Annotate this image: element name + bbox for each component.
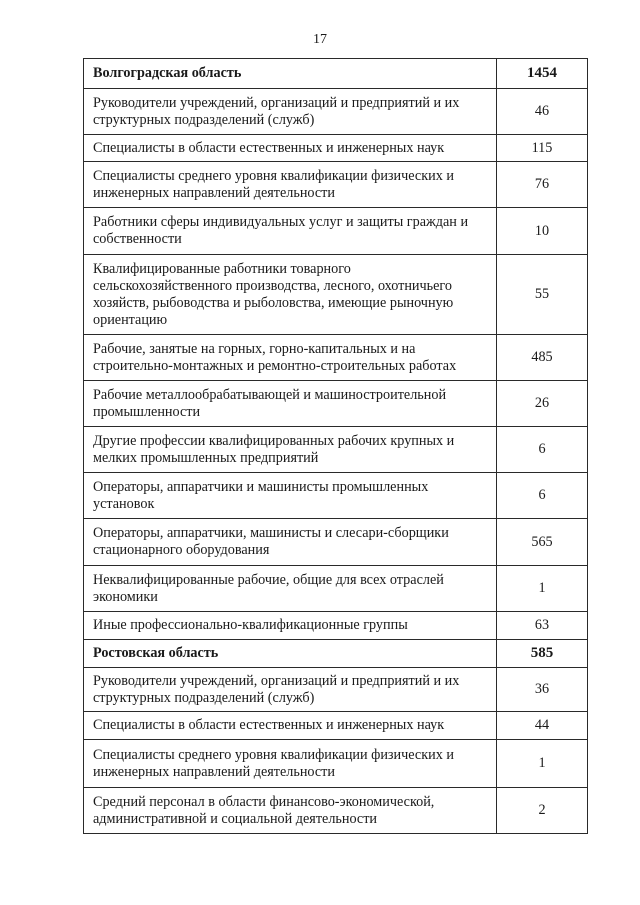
occupation-count-value: 76 (497, 162, 588, 208)
occupation-count-value: 46 (497, 89, 588, 135)
page-number: 17 (313, 32, 327, 47)
table-row (84, 255, 588, 335)
table-row (84, 519, 588, 566)
occupation-group-label: Руководители учреждений, организаций и предприятий и их структурных подразделений (служб) (84, 89, 497, 135)
occupation-count-value: 6 (497, 427, 588, 473)
occupation-group-label: Руководители учреждений, организаций и предприятий и их структурных подразделений (служб) (84, 668, 497, 712)
occupation-count-value: 26 (497, 381, 588, 427)
occupation-count-value: 2 (497, 788, 588, 834)
table-row (84, 612, 588, 640)
region-name: Ростовская область (84, 640, 497, 668)
table-row (84, 135, 588, 162)
occupation-count-value: 1 (497, 566, 588, 612)
occupation-group-label: Неквалифицированные рабочие, общие для всех отраслей экономики (84, 566, 497, 612)
occupation-count-value: 44 (497, 712, 588, 740)
region-header-row (84, 640, 588, 668)
data-table (83, 58, 588, 834)
occupation-group-label: Специалисты среднего уровня квалификации физических и инженерных направлений деятельности (84, 740, 497, 788)
occupation-group-label: Квалифицированные работники товарного сельскохозяйственного производства, лесного, охотничьего хозяйств, рыбоводства и рыболовства, имеющие рыночную ориентацию (84, 255, 497, 335)
occupation-group-label: Работники сферы индивидуальных услуг и защиты граждан и собственности (84, 208, 497, 255)
occupation-group-label: Операторы, аппаратчики и машинисты промышленных установок (84, 473, 497, 519)
table-row (84, 381, 588, 427)
occupation-group-label: Рабочие, занятые на горных, горно-капитальных и на строительно-монтажных и ремонтно-строительных работах (84, 335, 497, 381)
occupation-count-value: 1 (497, 740, 588, 788)
occupation-group-label: Специалисты в области естественных и инженерных наук (84, 135, 497, 162)
occupation-group-label: Операторы, аппаратчики, машинисты и слесари-сборщики стационарного оборудования (84, 519, 497, 566)
occupation-count-value: 6 (497, 473, 588, 519)
occupation-group-label: Рабочие металлообрабатывающей и машиностроительной промышленности (84, 381, 497, 427)
table-row (84, 208, 588, 255)
table-row (84, 712, 588, 740)
table-row (84, 788, 588, 834)
occupation-count-value: 485 (497, 335, 588, 381)
table-body (84, 59, 588, 834)
table-row (84, 335, 588, 381)
region-header-row (84, 59, 588, 89)
occupation-count-value: 63 (497, 612, 588, 640)
table-row (84, 427, 588, 473)
occupation-group-label: Специалисты в области естественных и инженерных наук (84, 712, 497, 740)
table-row (84, 566, 588, 612)
occupation-group-label: Иные профессионально-квалификационные группы (84, 612, 497, 640)
occupation-group-label: Специалисты среднего уровня квалификации физических и инженерных направлений деятельности (84, 162, 497, 208)
region-name: Волгоградская область (84, 59, 497, 89)
table-row (84, 740, 588, 788)
table-row (84, 162, 588, 208)
region-total-value: 1454 (497, 59, 588, 89)
occupation-count-value: 565 (497, 519, 588, 566)
occupation-count-value: 115 (497, 135, 588, 162)
table-row (84, 668, 588, 712)
occupation-count-value: 36 (497, 668, 588, 712)
table-row (84, 89, 588, 135)
region-total-value: 585 (497, 640, 588, 668)
table-row (84, 473, 588, 519)
occupation-group-label: Другие профессии квалифицированных рабочих крупных и мелких промышленных предприятий (84, 427, 497, 473)
occupation-group-label: Средний персонал в области финансово-экономической, административной и социальной деятельности (84, 788, 497, 834)
occupation-count-value: 55 (497, 255, 588, 335)
occupation-count-value: 10 (497, 208, 588, 255)
